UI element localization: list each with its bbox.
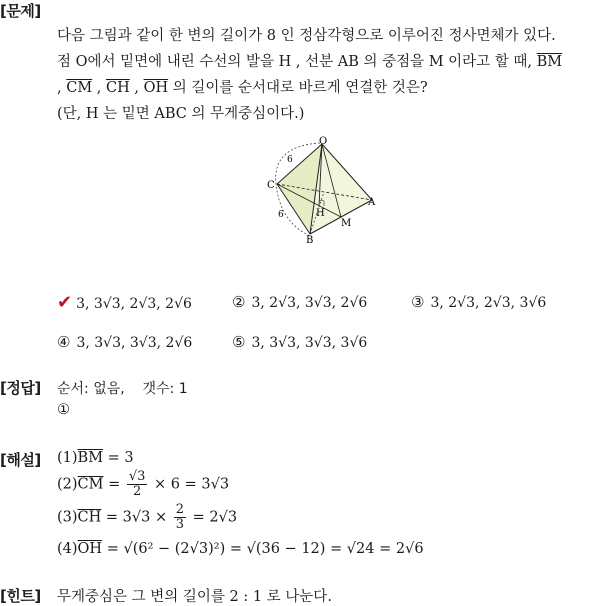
label-edge-left: 6 [278,210,284,220]
explanation-step-2: $(2)\overline{CM}$ = $\frac{√3}{2}$ × 6 = 3√3 [57,469,230,499]
label-h: H [316,208,325,219]
choice-2-text: 3, 2√3, 3√3, 2√6 [251,295,368,311]
answer-line-2: ① [57,402,70,418]
circled-3-icon: ③ [411,293,425,311]
choice-1[interactable] [57,292,192,313]
problem-line-2: 점 O에서 밑면에 내린 수선의 발을 H , 선분 AB 의 중점을 M 이라고 할 때, $\overline{BM}$ [57,54,563,70]
answer-line-1: 순서: 없음, 갯수: 1 [57,381,188,397]
label-m: M [341,218,352,229]
answer-label: [정답] [0,379,41,397]
choice-2[interactable] [232,293,367,311]
problem-label: [문제] [0,2,41,20]
segment-ch: $\overline{CH}$ [106,80,130,96]
label-a: A [368,197,376,208]
segment-cm: $\overline{CM}$ [66,80,93,96]
choice-3-text: 3, 2√3, 2√3, 3√6 [430,295,547,311]
hint-label: [힌트] [0,587,41,605]
choice-4-text: 3, 3√3, 3√3, 2√6 [76,335,193,351]
problem-line-4: (단, H 는 밑면 ABC 의 무게중심이다.) [57,106,305,122]
fraction-sqrt3-over-2: $\frac{√3}{2}$ [128,469,146,499]
choice-3[interactable] [411,293,546,311]
hint-text: 무게중심은 그 변의 길이를 2 : 1 로 나눈다. [57,589,332,605]
circled-4-icon: ④ [57,333,71,351]
fraction-2-over-3: $\frac{2}{3}$ [175,502,185,532]
explanation-step-1: $(1)\overline{BM} = 3$ [57,450,134,466]
explanation-label: [해설] [0,451,41,469]
segment-oh: $\overline{OH}$ [143,80,169,96]
label-c: C [267,180,275,191]
problem-line-1: 다음 그림과 같이 한 변의 길이가 8 인 정삼각형으로 이루어진 정사면체가 있다. [57,28,556,44]
circled-2-icon: ② [232,293,246,311]
explanation-step-3: $(3)\overline{CH} = 3√3$ × $\frac{2}{3}$ = 2√3 [57,502,238,532]
check-icon: ✔ [57,292,73,313]
choice-5-text: 3, 3√3, 3√3, 3√6 [251,335,368,351]
label-edge-top: 6 [287,155,293,165]
tetrahedron-figure [262,134,382,246]
explanation-step-4: $(4)\overline{OH} = √(6^2 - (2√3)^2) = √(36 - 12) = √24 = 2√6$ [57,541,424,557]
problem-line-3: , $\overline{CM}$ , $\overline{CH}$ , $\overline{OH}$ 의 길이를 순서대로 바르게 연결한 것은? [57,80,428,96]
choice-5[interactable] [232,333,367,351]
label-b: B [306,235,314,246]
circled-5-icon: ⑤ [232,333,246,351]
segment-bm: $\overline{BM}$ [536,54,563,70]
choice-1-text: 3, 3√3, 2√3, 2√6 [76,296,192,312]
choice-4[interactable] [57,333,192,351]
label-o: O [319,136,328,147]
